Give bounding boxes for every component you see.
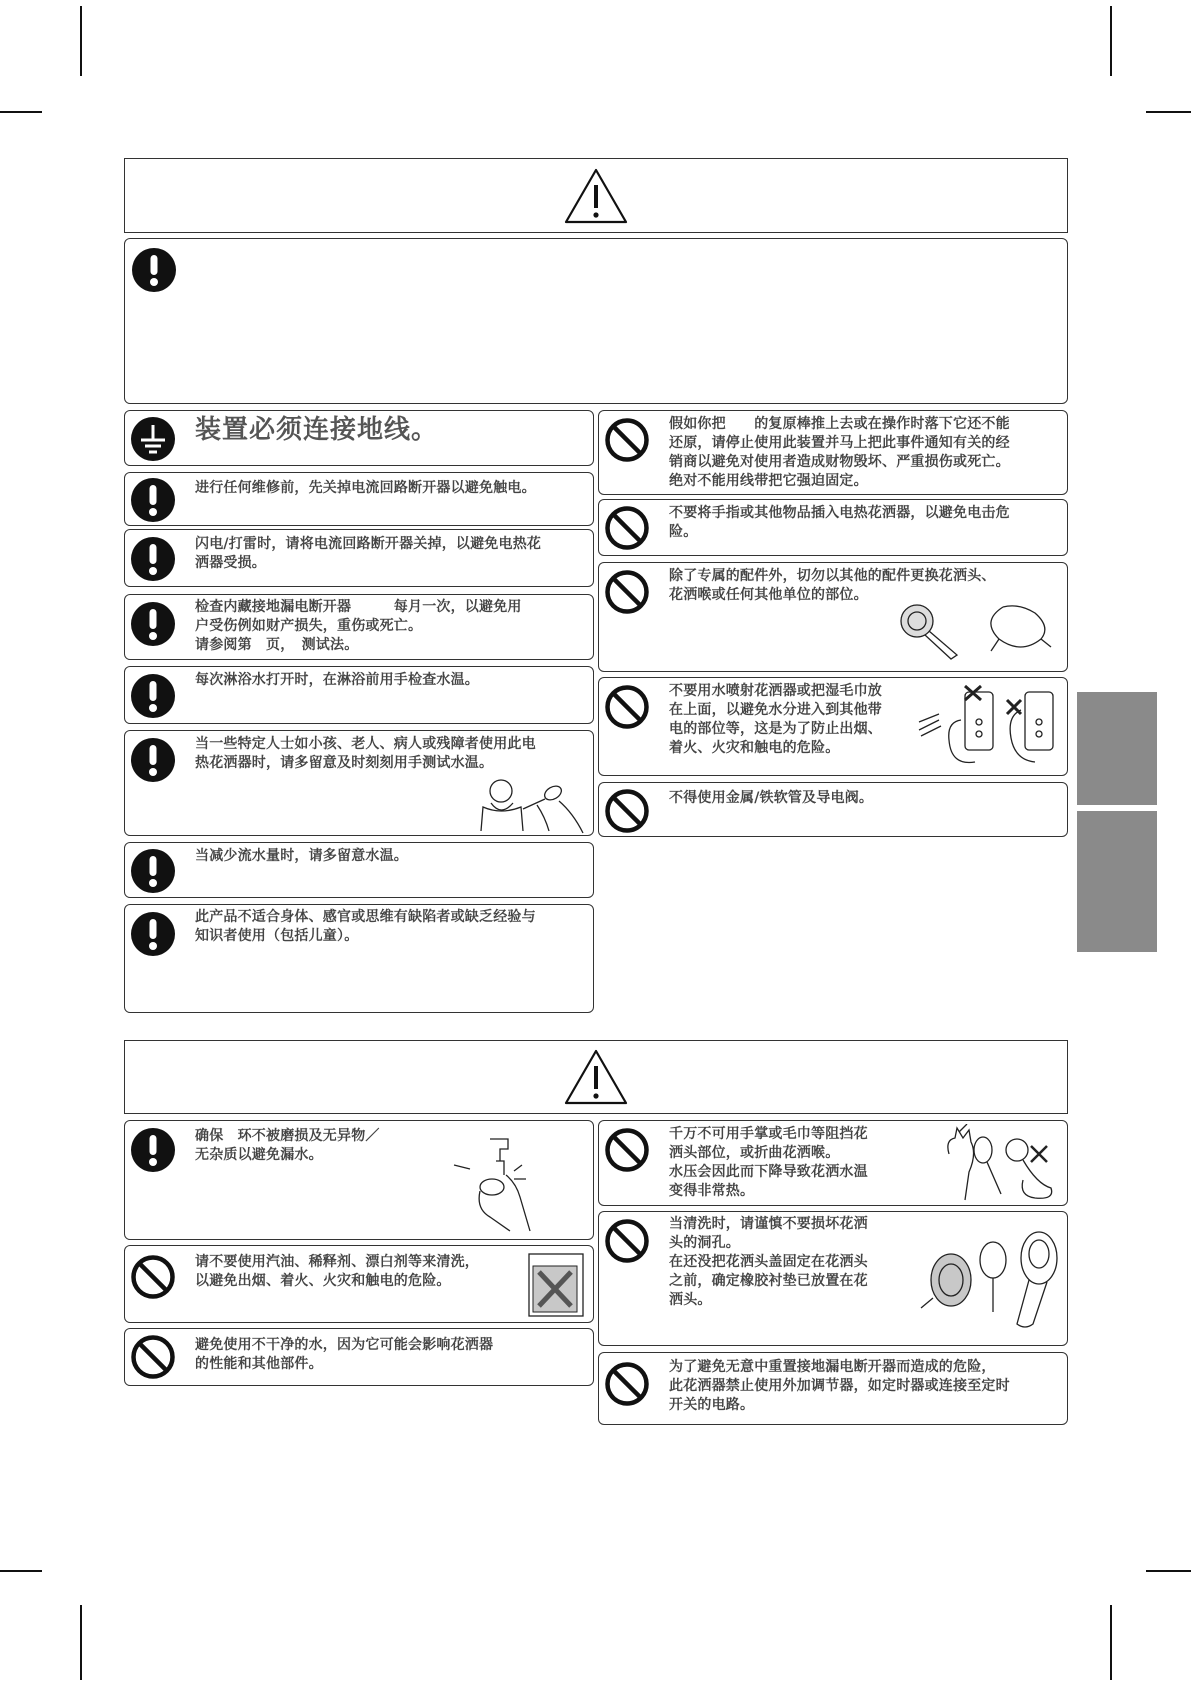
- faucet-ring-illustration: [450, 1135, 550, 1235]
- prohibited-icon: [604, 788, 650, 834]
- mandatory-icon: [130, 848, 176, 894]
- caution-text: 装置必须连接地线。: [195, 415, 439, 445]
- mandatory-icon: [130, 536, 176, 582]
- caution-item: [124, 594, 594, 660]
- caution-text: 当一些特定人士如小孩、老人、病人或残障者使用此电 热花洒器时，请多留意及时刻刻用手测试水温。: [195, 736, 536, 771]
- child-bath-illustration: [473, 773, 593, 835]
- crop-mark: [1110, 1605, 1112, 1680]
- crop-mark: [80, 6, 82, 76]
- caution-item: [598, 562, 1068, 672]
- crop-mark: [1146, 1570, 1191, 1572]
- caution-text: 为了避免无意中重置接地漏电断开器而造成的危险， 此花洒器禁止使用外加调节器，如定时器或连接至定时 开关的电路。: [669, 1359, 1010, 1413]
- caution-item: [598, 1211, 1068, 1346]
- caution-text: 假如你把 的复原棒推上去或在操作时落下它还不能 还原，请停止使用此装置并马上把此事件通知有关的经 销商以避免对使用者造成财物毁坏、严重损伤或死亡。 绝对不能用线带把它强迫固定。: [669, 416, 1010, 489]
- prohibited-icon: [130, 1254, 176, 1300]
- blocked-shower-illustration: [939, 1124, 1059, 1204]
- side-tab: [1077, 692, 1157, 805]
- caution-text: 当清洗时，请谨慎不要损坏花洒 头的洞孔。 在还没把花洒头盖固定在花洒头 之前，确定橡胶衬垫已放置在花 洒头。: [669, 1216, 868, 1308]
- mandatory-icon: [130, 1127, 176, 1173]
- ground-icon: [130, 416, 176, 462]
- caution-text: 千万不可用手掌或毛巾等阻挡花 洒头部位，或折曲花洒喉。 水压会因此而下降导致花洒水温 变得非常热。: [669, 1126, 868, 1199]
- prohibited-icon: [604, 569, 650, 615]
- caution-text: 避免使用不干净的水，因为它可能会影响花洒器 的性能和其他部件。: [195, 1337, 494, 1372]
- caution-text: 请不要使用汽油、稀释剂、漂白剂等来清洗， 以避免出烟、着火、火灾和触电的危险。: [195, 1254, 479, 1289]
- caution-item: [598, 410, 1068, 495]
- warning-header: [124, 158, 1068, 233]
- caution-text: 确保 环不被磨损及无异物／ 无杂质以避免漏水。: [195, 1128, 380, 1163]
- mandatory-icon: [130, 911, 176, 957]
- crop-mark: [0, 1570, 42, 1572]
- caution-text: 除了专属的配件外，切勿以其他的配件更换花洒头、 花洒喉或任何其他单位的部位。: [669, 568, 996, 603]
- caution-text: 检查内藏接地漏电断开器 每月一次，以避免用 户受伤例如财产损失，重伤或死亡。 请参阅第 页， 测试法。: [195, 599, 522, 653]
- caution-text: 不得使用金属/铁软管及导电阀。: [669, 790, 874, 806]
- prohibited-icon: [604, 1127, 650, 1173]
- mandatory-icon: [130, 601, 176, 647]
- caution-item: [124, 842, 594, 898]
- caution-item: [598, 1120, 1068, 1206]
- cleaning-agent-crossed-illustration: [523, 1250, 589, 1320]
- mandatory-icon: [130, 737, 176, 783]
- caution-item: [124, 472, 594, 526]
- intro-notice: [124, 238, 1068, 404]
- caution-item: [598, 1352, 1068, 1425]
- caution-text: 每次淋浴水打开时，在淋浴前用手检查水温。: [195, 672, 479, 688]
- caution-item: [124, 529, 594, 587]
- caution-text: 当减少流水量时，请多留意水温。: [195, 848, 408, 864]
- crop-mark: [1110, 6, 1112, 76]
- mandatory-icon: [130, 673, 176, 719]
- side-tab: [1077, 811, 1157, 952]
- shower-head-hose-illustration: [891, 599, 1061, 661]
- caution-text: 此产品不适合身体、感官或思维有缺陷者或缺乏经验与 知识者使用（包括儿童）。: [195, 909, 536, 944]
- mandatory-icon: [130, 477, 176, 523]
- crop-mark: [80, 1605, 82, 1680]
- heater-no-spray-illustration: [915, 680, 1065, 774]
- mandatory-icon: [131, 247, 177, 293]
- caution-text: 不要将手指或其他物品插入电热花洒器，以避免电击危 险。: [669, 505, 1010, 540]
- caution-item: [598, 782, 1068, 837]
- caution-item: [124, 904, 594, 1013]
- crop-mark: [0, 111, 42, 113]
- caution-item: [124, 410, 594, 466]
- prohibited-icon: [604, 1218, 650, 1264]
- prohibited-icon: [604, 684, 650, 730]
- prohibited-icon: [130, 1334, 176, 1380]
- warning-triangle-icon: [563, 1048, 629, 1106]
- caution-item: [124, 730, 594, 836]
- caution-text: 不要用水喷射花洒器或把湿毛巾放 在上面，以避免水分进入到其他带 电的部位等，这是为了防止出烟、 着火、火灾和触电的危险。: [669, 683, 882, 756]
- caution-item: [124, 1120, 594, 1240]
- caution-header: [124, 1040, 1068, 1114]
- caution-item: [124, 1245, 594, 1323]
- caution-item: [598, 499, 1068, 556]
- caution-text: 闪电/打雷时，请将电流回路断开器关掉，以避免电热花 洒器受损。: [195, 536, 542, 571]
- warning-triangle-icon: [563, 167, 629, 225]
- caution-text: 进行任何维修前，先关掉电流回路断开器以避免触电。: [195, 480, 536, 496]
- crop-mark: [1146, 111, 1191, 113]
- shower-head-parts-illustration: [917, 1220, 1067, 1338]
- caution-item: [598, 677, 1068, 776]
- caution-item: [124, 1328, 594, 1386]
- caution-item: [124, 666, 594, 724]
- prohibited-icon: [604, 417, 650, 463]
- prohibited-icon: [604, 505, 650, 551]
- prohibited-icon: [604, 1361, 650, 1407]
